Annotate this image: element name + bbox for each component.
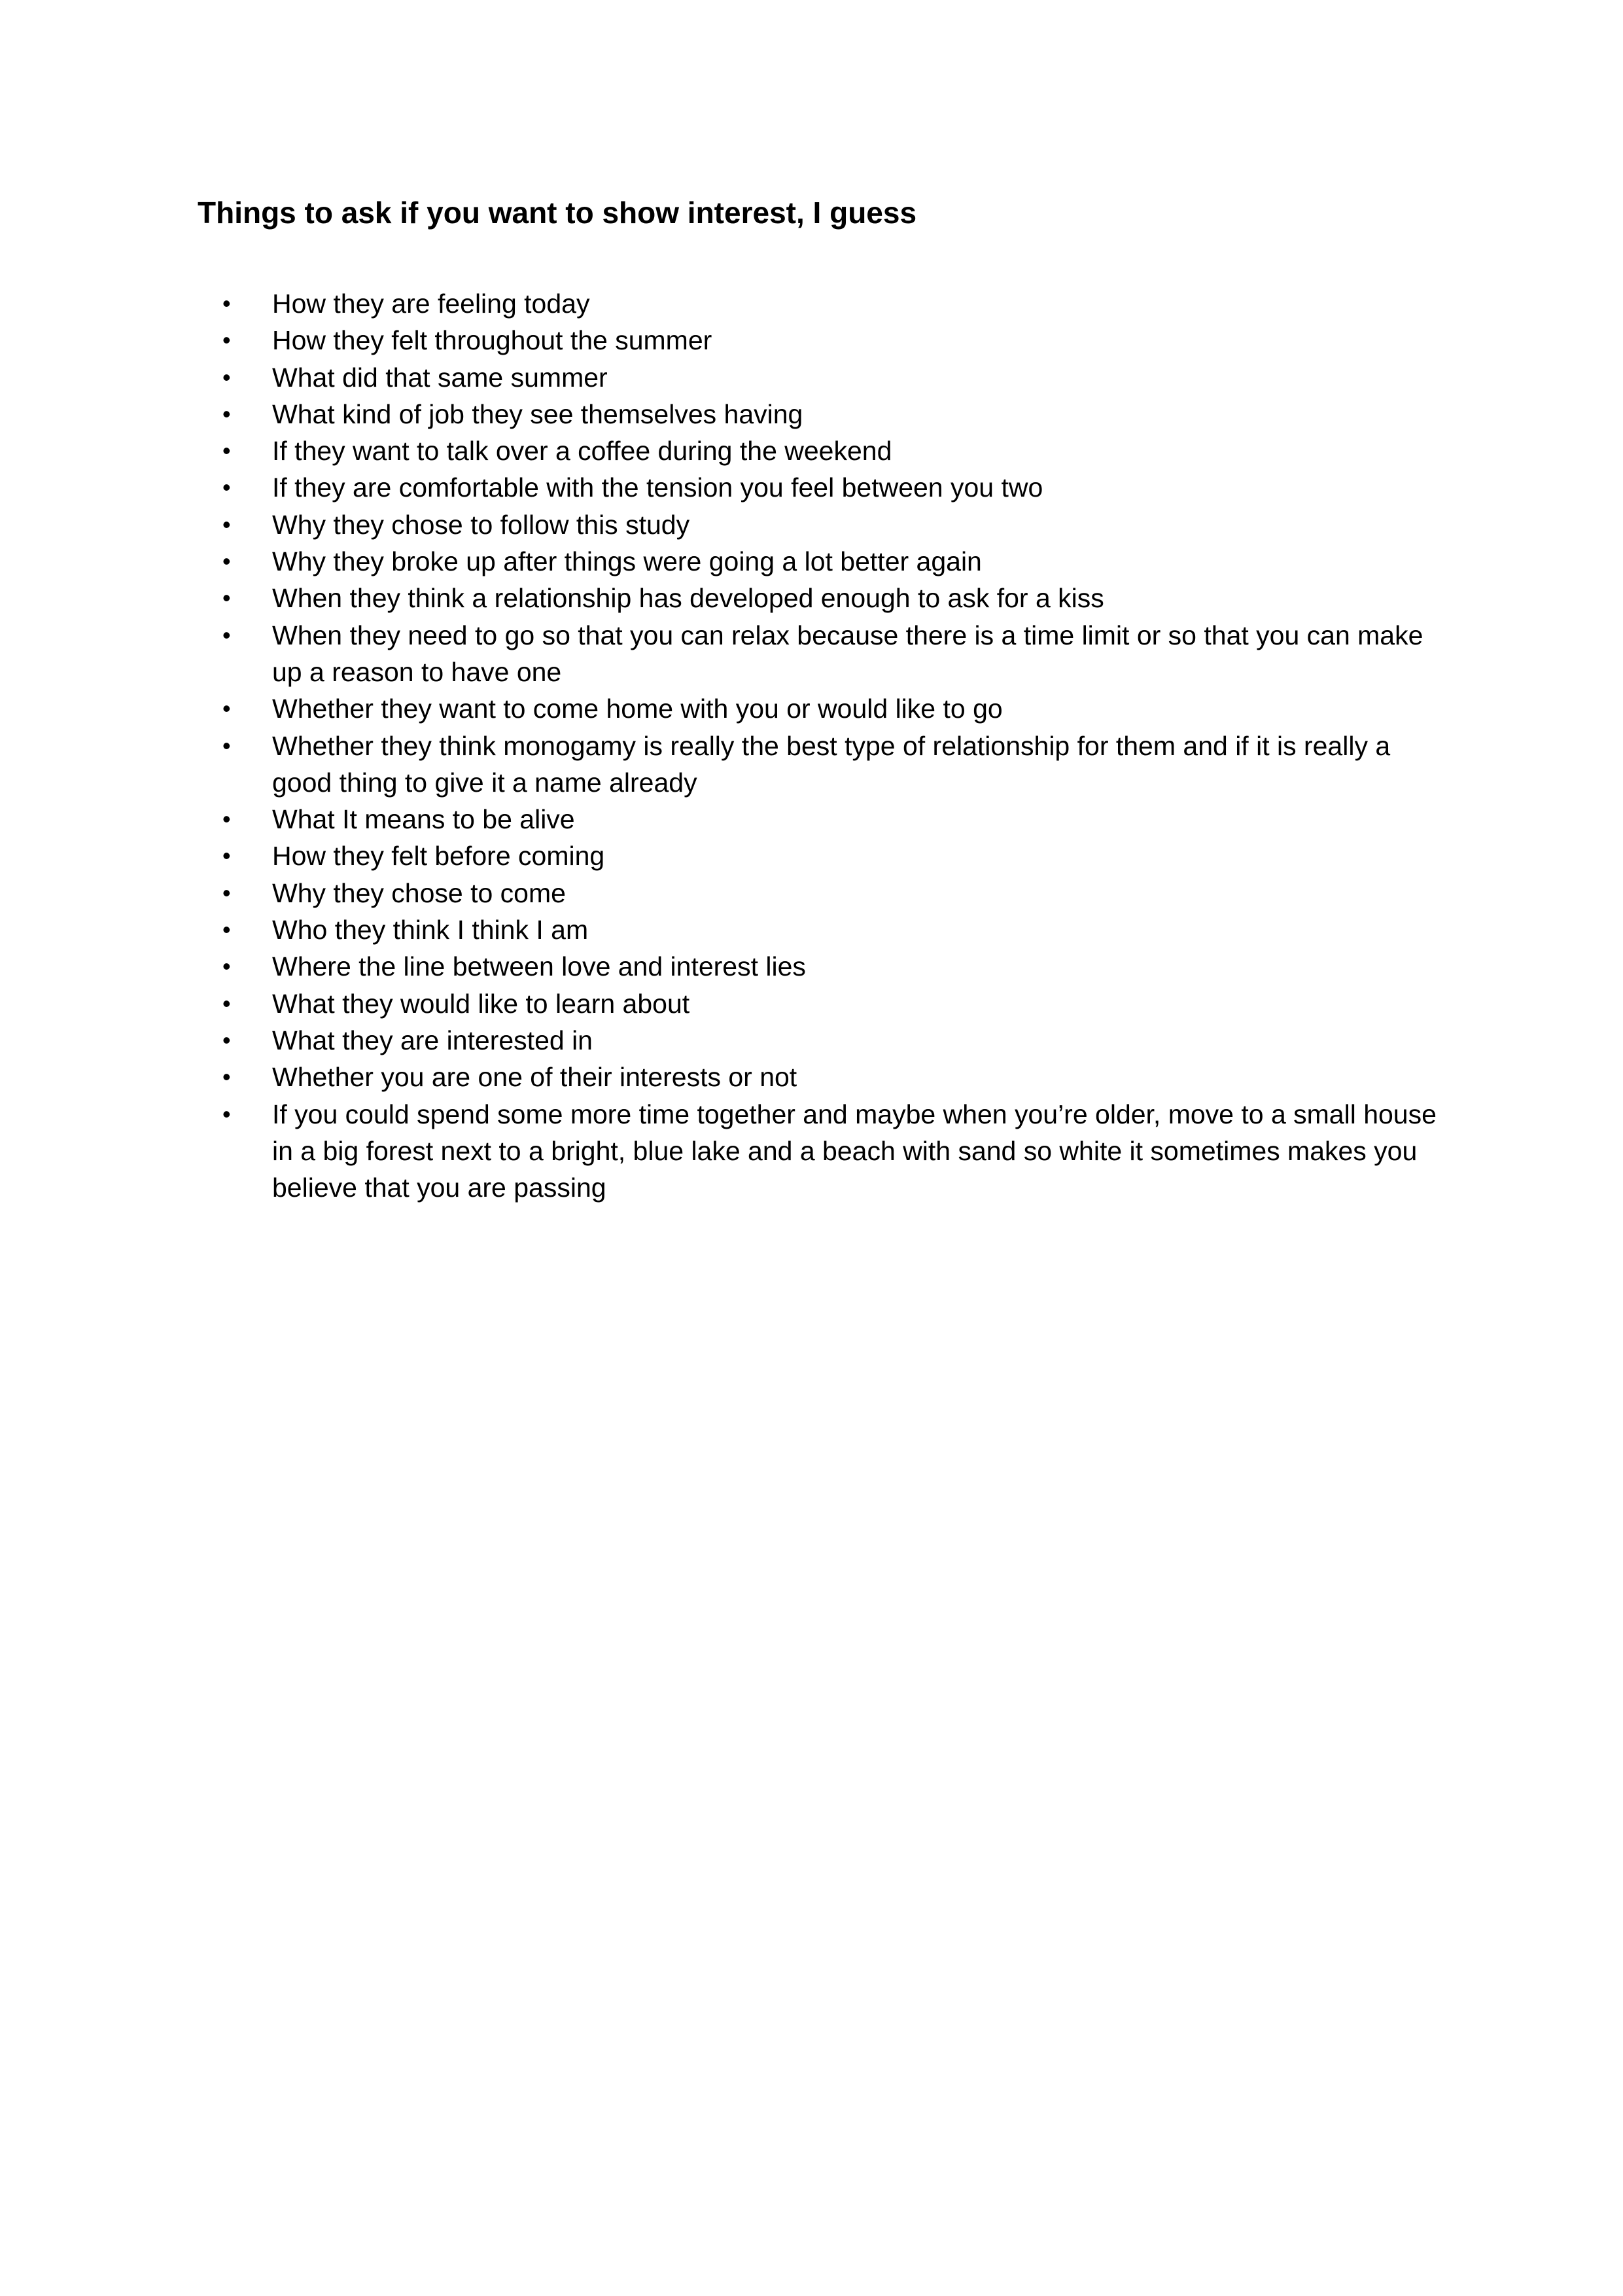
bullet-icon: • <box>222 879 231 906</box>
list-item <box>0 801 1437 838</box>
list-item-text: Why they broke up after things were going a lot better again <box>272 546 982 577</box>
list-item <box>0 1022 1437 1059</box>
list-item <box>0 543 1437 580</box>
list-item-text: What they are interested in <box>272 1025 593 1055</box>
bullet-icon: • <box>222 474 231 501</box>
list-item-text: Where the line between love and interest lies <box>272 951 806 982</box>
bullet-icon: • <box>222 1026 231 1053</box>
list-item-text: What It means to be alive <box>272 804 575 835</box>
bullet-icon: • <box>222 363 231 391</box>
bullet-icon: • <box>222 1063 231 1091</box>
bullet-icon: • <box>222 510 231 538</box>
bullet-icon: • <box>222 327 231 354</box>
list-item <box>0 1059 1437 1095</box>
list-item-text: How they felt throughout the summer <box>272 325 712 356</box>
list-item <box>0 322 1437 359</box>
list-item-text: Why they chose to follow this study <box>272 509 690 540</box>
list-item <box>0 985 1437 1022</box>
list-item-text: When they need to go so that you can relax because there is a time limit or so that you can make up a reason to have one <box>272 620 1423 687</box>
bullet-icon: • <box>222 695 231 722</box>
list-item-text: What kind of job they see themselves having <box>272 398 803 429</box>
list-item-text: What did that same summer <box>272 362 608 393</box>
list-item <box>0 396 1437 433</box>
list-item <box>0 728 1437 802</box>
list-item <box>0 285 1437 322</box>
list-item <box>0 506 1437 543</box>
bullet-icon: • <box>222 732 231 759</box>
list-item-text: When they think a relationship has developed enough to ask for a kiss <box>272 583 1104 614</box>
list-item-text: Why they chose to come <box>272 877 566 908</box>
list-item-text: If they want to talk over a coffee during the weekend <box>272 436 892 467</box>
list-item-text: How they are feeling today <box>272 289 590 319</box>
list-item <box>0 580 1437 616</box>
document-title: Things to ask if you want to show interest, I guess <box>198 196 917 230</box>
bullet-icon: • <box>222 621 231 648</box>
list-item-text: How they felt before coming <box>272 841 605 872</box>
list-item <box>0 1096 1437 1207</box>
list-item <box>0 838 1437 874</box>
bullet-icon: • <box>222 1100 231 1127</box>
list-item <box>0 948 1437 985</box>
bullet-icon: • <box>222 437 231 465</box>
list-item <box>0 433 1437 469</box>
list-item <box>0 911 1437 948</box>
list-item <box>0 469 1437 506</box>
list-item <box>0 690 1437 727</box>
list-item-text: What they would like to learn about <box>272 988 690 1019</box>
bullet-icon: • <box>222 805 231 833</box>
list-item-text: If you could spend some more time together and maybe when you’re older, move to a small house in a big forest next to a bright, blue lake and a beach with sand so white it sometimes makes you believe that you are passing <box>272 1099 1437 1203</box>
bullet-icon: • <box>222 290 231 317</box>
list-item-text: If they are comfortable with the tension you feel between you two <box>272 472 1043 503</box>
bullet-icon: • <box>222 584 231 612</box>
list-item-text: Whether you are one of their interests or not <box>272 1062 797 1093</box>
list-item-text: Whether they think monogamy is really the best type of relationship for them and if it is really a good thing to give it a name already <box>272 730 1391 798</box>
bullet-icon: • <box>222 548 231 575</box>
bullet-icon: • <box>222 916 231 944</box>
list-item <box>0 359 1437 396</box>
bullet-icon: • <box>222 989 231 1017</box>
list-item-text: Who they think I think I am <box>272 915 589 945</box>
bullet-icon: • <box>222 953 231 980</box>
question-list <box>0 285 1623 1206</box>
bullet-icon: • <box>222 842 231 870</box>
list-item-text: Whether they want to come home with you or would like to go <box>272 694 1003 724</box>
list-item <box>0 617 1437 691</box>
bullet-icon: • <box>222 400 231 427</box>
list-item <box>0 875 1437 911</box>
